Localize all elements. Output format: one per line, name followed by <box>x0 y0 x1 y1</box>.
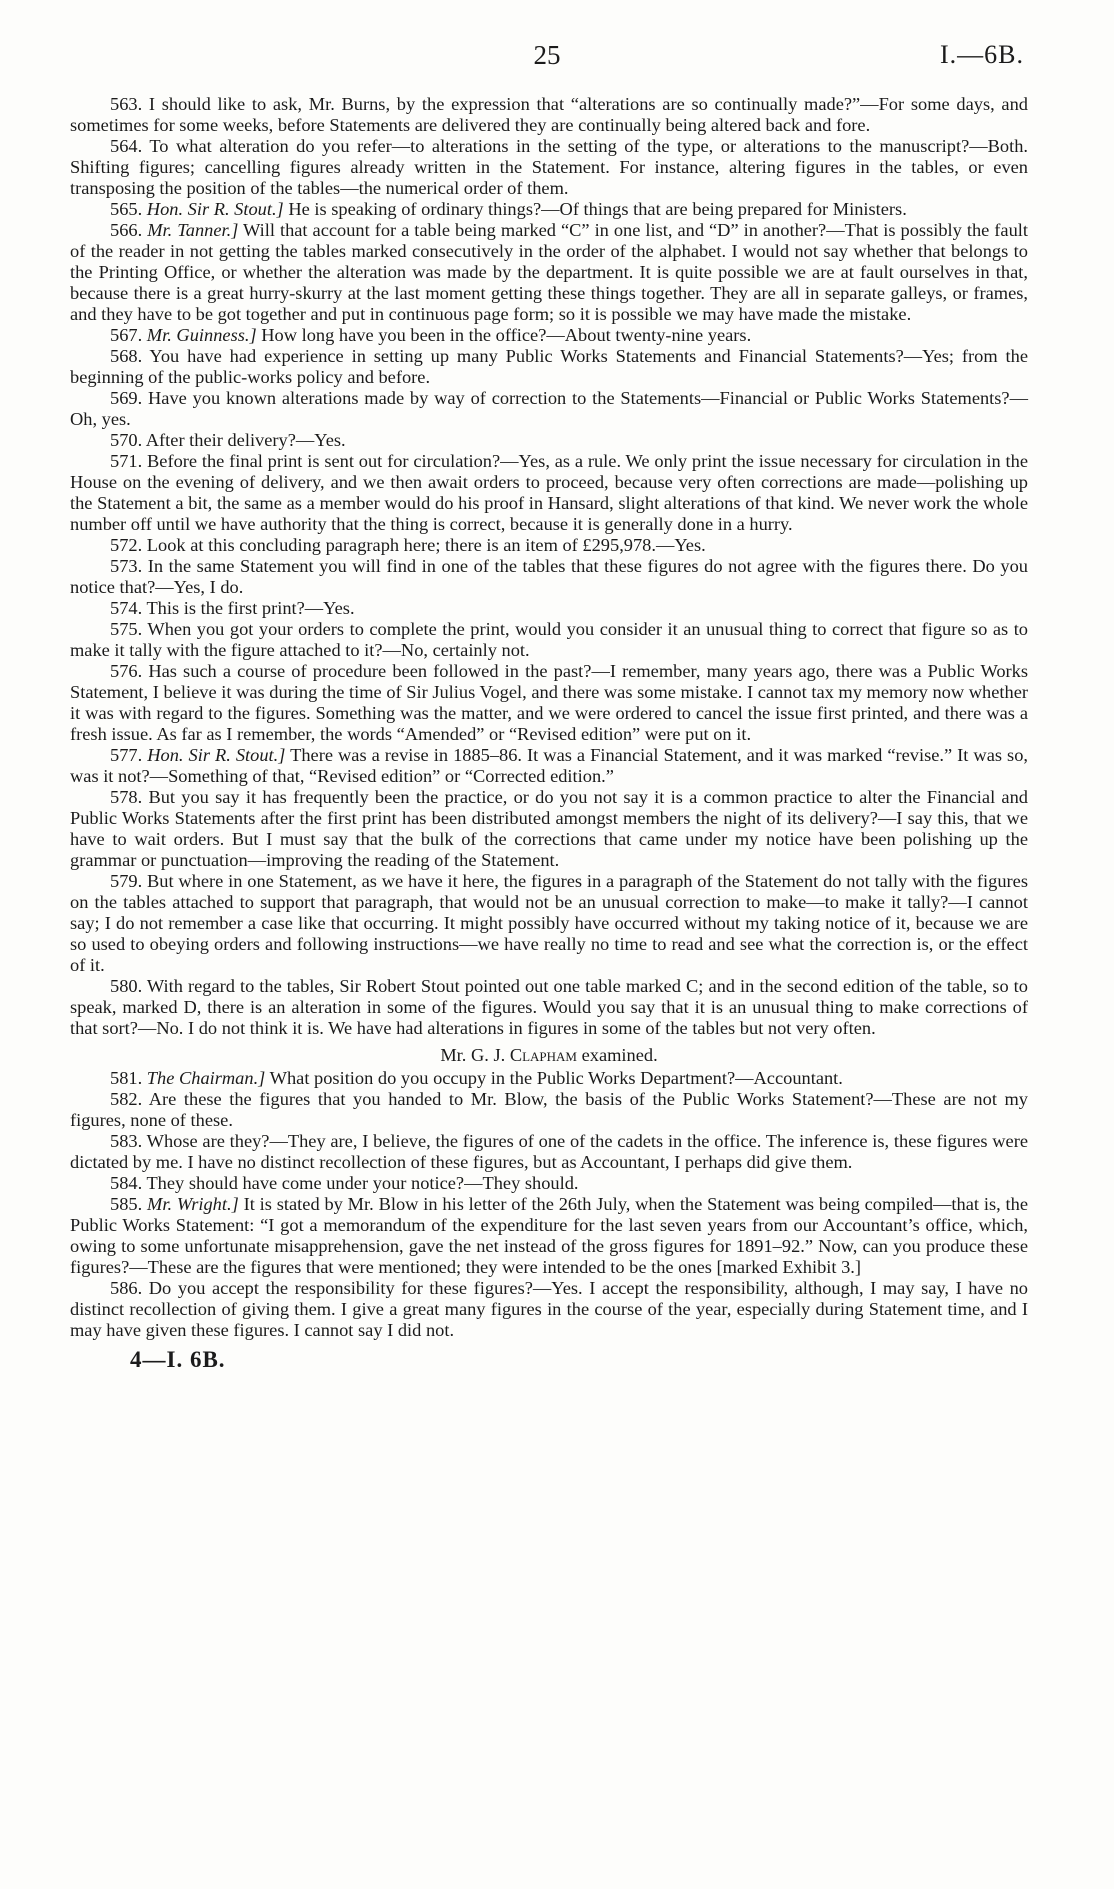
question-text: He is speaking of ordinary things?—Of things that are being prepared for Ministers. <box>288 199 907 219</box>
question-number: 565. <box>110 199 143 219</box>
question-number: 583. <box>110 1131 143 1151</box>
question-number: 568. <box>110 346 143 366</box>
question-text: Before the final print is sent out for circulation?—Yes, as a rule. We only print the issue necessary for circulation in the House on the evening of delivery, and we then await orders to proceed, because very often corrections are made—polishing up the Statement a bit, the same as a member would do his proof in Hansard, slight alterations of that kind. We never work the whole number off until we have authority that the thing is correct, because it is generally done in a hurry. <box>70 451 1028 534</box>
question-text: After their delivery?—Yes. <box>145 430 346 450</box>
question-paragraph <box>70 451 1028 535</box>
question-text: How long have you been in the office?—About twenty-nine years. <box>261 325 752 345</box>
question-paragraph <box>70 619 1028 661</box>
question-text: It is stated by Mr. Blow in his letter of the 26th July, when the Statement was being compiled—that is, the Public Works Statement: “I got a memorandum of the expenditure for the last seven years from our Accountant’s office, which, owing to some unfortunate misapprehension, gave the net instead of the gross figures for 1891–92.” Now, can you produce these figures?—These are the figures that were mentioned; they were intended to be the ones [marked Exhibit 3.] <box>70 1194 1029 1277</box>
question-number: 580. <box>110 976 143 996</box>
question-number: 581. <box>110 1068 143 1088</box>
question-paragraph <box>70 661 1028 745</box>
question-paragraph <box>70 1068 1028 1089</box>
question-paragraph <box>70 535 1028 556</box>
question-number: 564. <box>110 136 143 156</box>
witness-heading <box>70 1045 1028 1066</box>
question-paragraph <box>70 1131 1028 1173</box>
witness-heading-prefix: Mr. G. J. <box>440 1045 510 1065</box>
question-number: 566. <box>110 220 143 240</box>
question-number: 573. <box>110 556 143 576</box>
question-text: They should have come under your notice?—They should. <box>146 1173 579 1193</box>
page-number: 25 <box>533 40 561 70</box>
question-paragraph <box>70 598 1028 619</box>
document-reference: I.—6B. <box>940 40 1024 69</box>
question-paragraph <box>70 556 1028 598</box>
question-paragraph <box>70 976 1028 1039</box>
witness-name: Clapham <box>509 1045 577 1065</box>
question-text: You have had experience in setting up many Public Works Statements and Financial Statements?—Yes; from the beginning of the public-works policy and before. <box>70 346 1028 387</box>
question-text: But where in one Statement, as we have it here, the figures in a paragraph of the Statement do not tally with the figures on the tables attached to support that paragraph, that would not be an unusual correction to make—to make it tally?—I cannot say; I do not remember a case like that occurring. It might possibly have occurred without my taking notice of it, because we are so used to obeying orders and following instructions—we have really no time to read and see what the correction is, or the effect of it. <box>70 871 1028 975</box>
question-number: 569. <box>110 388 143 408</box>
question-paragraph <box>70 430 1028 451</box>
question-text: To what alteration do you refer—to alterations in the setting of the type, or alterations to the manuscript?—Both. Shifting figures; cancelling figures already written in the Statement. For instance, altering figures in the tables, or even transposing the position of the tables—the numerical order of them. <box>70 136 1028 198</box>
question-paragraph <box>70 199 1028 220</box>
question-text: I should like to ask, Mr. Burns, by the expression that “alterations are so continually made?”—For some days, and sometimes for some weeks, before Statements are delivered they are continually being altered back and fore. <box>70 94 1028 135</box>
question-number: 567. <box>110 325 143 345</box>
question-number: 571. <box>110 451 143 471</box>
question-number: 584. <box>110 1173 143 1193</box>
question-text: Whose are they?—They are, I believe, the figures of one of the cadets in the office. The inference is, these figures were dictated by me. I have no distinct recollection of these figures, but as Accountant, I perhaps did give them. <box>70 1131 1028 1172</box>
question-number: 576. <box>110 661 143 681</box>
question-number: 578. <box>110 787 143 807</box>
question-number: 577. <box>110 745 143 765</box>
speaker-name: Mr. Tanner.] <box>147 220 239 240</box>
document-body <box>70 94 1028 1370</box>
question-number: 586. <box>110 1278 143 1298</box>
question-number: 585. <box>110 1194 143 1214</box>
question-text: But you say it has frequently been the practice, or do you not say it is a common practice to alter the Financial and Public Works Statements after the first print has been distributed amongst members the night of its delivery?—I say this, that we have to wait orders. But I must say that the bulk of the corrections that came under my notice have been polishing up the grammar or punctuation—improving the reading of the Statement. <box>70 787 1028 870</box>
witness-heading-suffix: examined. <box>576 1045 658 1065</box>
question-text: What position do you occupy in the Public Works Department?—Accountant. <box>269 1068 843 1088</box>
question-text: Will that account for a table being marked “C” in one list, and “D” in another?—That is possibly the fault of the reader in not getting the tables marked consecutively in the order of the alphabet. I would not say whether that belongs to the Printing Office, or whether the alteration was made by the department. It is quite possible we are at fault ourselves in that, because there is a great hurry-skurry at the last moment getting these things together. They are all in separate galleys, or frames, and they have to be got together and put in continuous page form; so it is possible we may have made the mistake. <box>70 220 1029 324</box>
question-paragraph <box>70 787 1028 871</box>
question-paragraph <box>70 388 1028 430</box>
question-text: Are these the figures that you handed to Mr. Blow, the basis of the Public Works Statement?—These are not my figures, none of these. <box>70 1089 1028 1130</box>
question-text: There was a revise in 1885–86. It was a Financial Statement, and it was marked “revise.” It was so, was it not?—Something of that, “Revised edition” or “Corrected edition.” <box>70 745 1029 786</box>
page-header <box>70 40 1024 74</box>
question-text: Have you known alterations made by way of correction to the Statements—Financial or Public Works Statements?—Oh, yes. <box>70 388 1028 429</box>
question-text: Do you accept the responsibility for these figures?—Yes. I accept the responsibility, although, I may say, I have no distinct recollection of giving them. I give a great many figures in the course of the year, especially during Statement time, and I may have given these figures. I cannot say I did not. <box>70 1278 1028 1340</box>
question-paragraph <box>70 1089 1028 1131</box>
question-paragraph <box>70 1194 1028 1278</box>
question-text: This is the first print?—Yes. <box>146 598 355 618</box>
speaker-name: Hon. Sir R. Stout.] <box>147 745 286 765</box>
question-paragraph <box>70 1278 1028 1341</box>
evidence-section-accountant <box>70 1068 1028 1341</box>
speaker-name: Mr. Guinness.] <box>146 325 257 345</box>
question-number: 563. <box>110 94 143 114</box>
question-paragraph <box>70 871 1028 976</box>
question-number: 582. <box>110 1089 143 1109</box>
question-text: Has such a course of procedure been followed in the past?—I remember, many years ago, there was a Public Works Statement, I believe it was during the time of Sir Julius Vogel, and there was some mistake. I cannot tax my memory now whether it was with regard to the figures. Something was the matter, and we were ordered to cancel the issue first printed, and there was a fresh issue. As far as I remember, the words “Amended” or “Revised edition” were put on it. <box>70 661 1028 744</box>
question-paragraph <box>70 220 1028 325</box>
question-paragraph <box>70 325 1028 346</box>
question-number: 574. <box>110 598 143 618</box>
evidence-section-printer <box>70 94 1028 1039</box>
speaker-name: Hon. Sir R. Stout.] <box>146 199 284 219</box>
question-text: In the same Statement you will find in one of the tables that these figures do not agree with the figures there. Do you notice that?—Yes, I do. <box>70 556 1028 597</box>
question-number: 579. <box>110 871 143 891</box>
question-paragraph <box>70 346 1028 388</box>
question-number: 575. <box>110 619 143 639</box>
signature-reference: 4—I. 6B. <box>130 1347 226 1372</box>
question-paragraph <box>70 136 1028 199</box>
question-number: 570. <box>110 430 143 450</box>
question-paragraph <box>70 745 1028 787</box>
question-text: Look at this concluding paragraph here; there is an item of £295,978.—Yes. <box>146 535 706 555</box>
question-text: When you got your orders to complete the print, would you consider it an unusual thing to correct that figure so as to make it tally with the figure attached to it?—No, certainly not. <box>70 619 1029 660</box>
speaker-name: Mr. Wright.] <box>147 1194 239 1214</box>
speaker-name: The Chairman.] <box>146 1068 266 1088</box>
question-number: 572. <box>110 535 143 555</box>
question-paragraph <box>70 1173 1028 1194</box>
question-paragraph <box>70 94 1028 136</box>
question-text: With regard to the tables, Sir Robert Stout pointed out one table marked C; and in the second edition of the table, so to speak, marked D, there is an alteration in some of the figures. Would you say that it is an unusual thing to make corrections of that sort?—No. I do not think it is. We have had alterations in figures in some of the tables but not very often. <box>70 976 1028 1038</box>
